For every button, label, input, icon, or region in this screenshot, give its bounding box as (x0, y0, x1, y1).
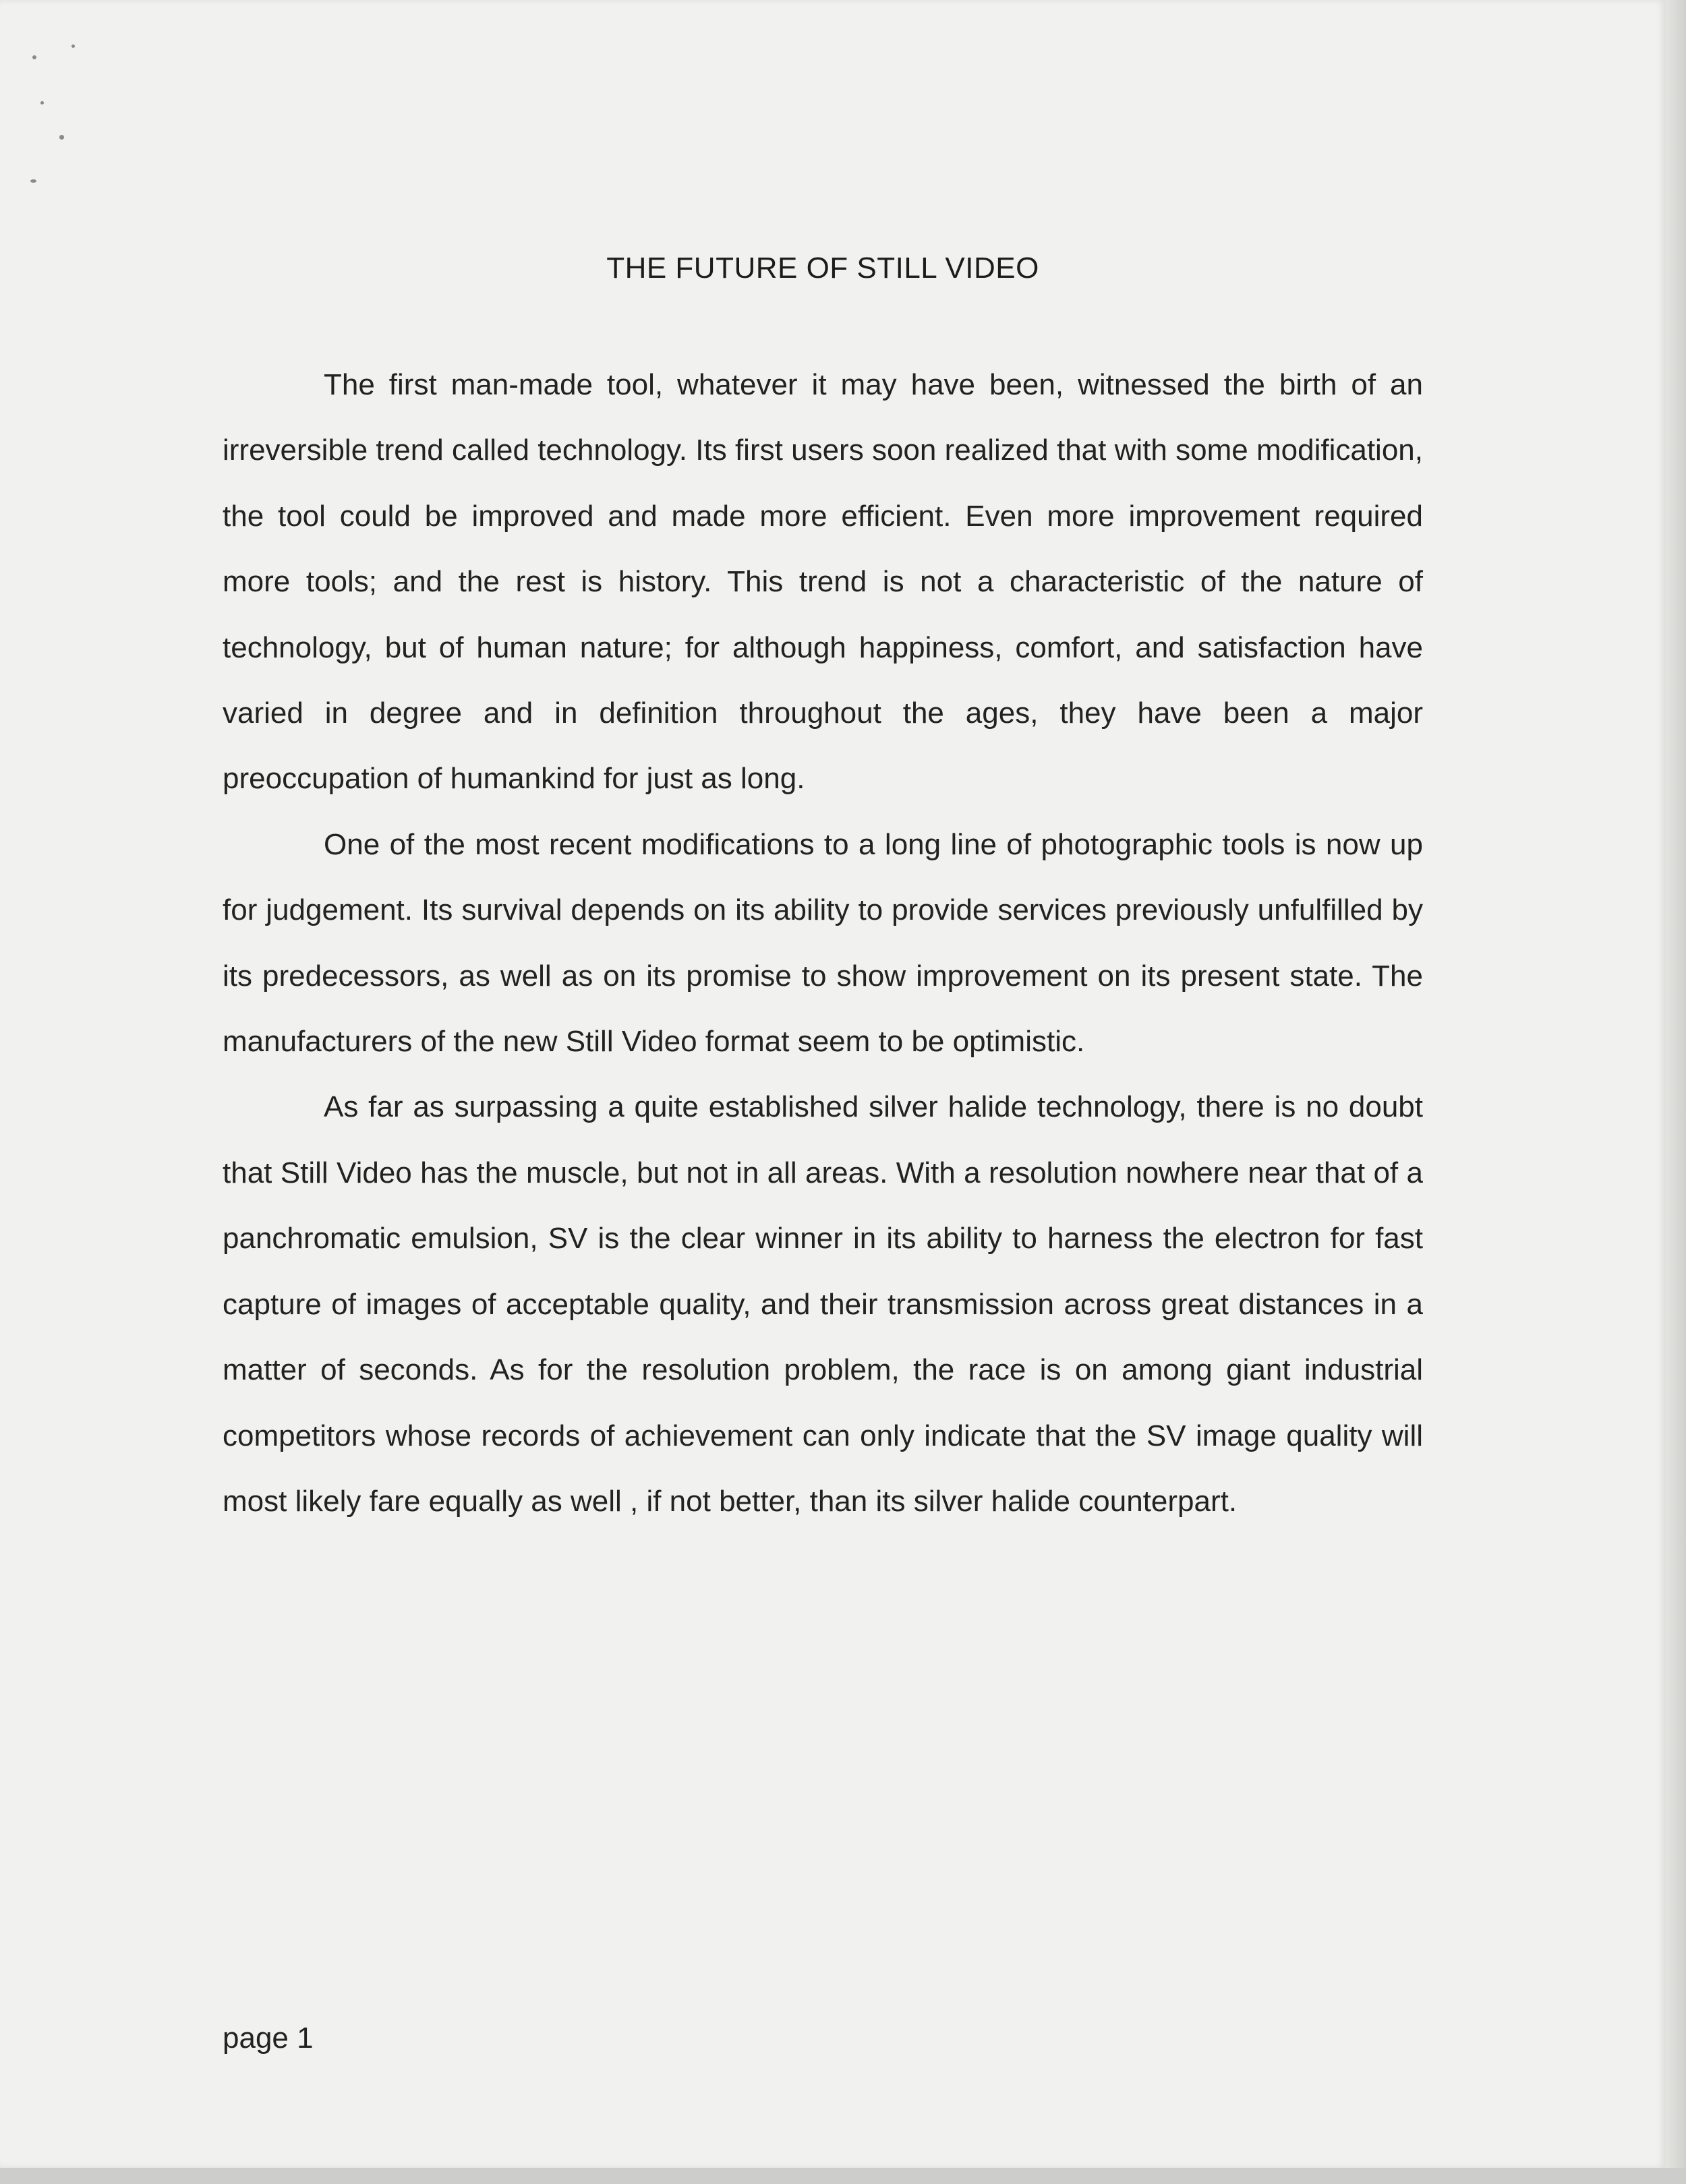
paragraph: One of the most recent modifications to a long line of photographic tools is now up for judgement. Its survival depends on its ability to provide services previously unfulfilled by its predecessors, as well as on its promise to show improvement on its present state. The manufacturers of the new Still Video format seem to be optimistic. (223, 827, 1423, 1059)
page-title: THE FUTURE OF STILL VIDEO (606, 252, 1039, 285)
paragraph: The first man-made tool, whatever it may have been, witnessed the birth of an irreversible trend called technology. Its first users soon realized that with some modification, the tool could be improved and made more efficient. Even more improvement required more tools; and the rest is history. This trend is not a characteristic of the nature of technology, but of human nature; for although happiness, comfort, and satisfaction have varied in degree and in definition throughout the ages, they have been a major preoccupation of humankind for just as long. (223, 368, 1423, 796)
document-body (223, 352, 1423, 1534)
paper-edge-bottom (0, 2168, 1686, 2184)
punch-mark (59, 135, 64, 140)
paragraph: As far as surpassing a quite established silver halide technology, there is no doubt that Still Video has the muscle, but not in all areas. With a resolution nowhere near that of a panchromatic emulsion, SV is the clear winner in its ability to harness the electron for fast capture of images of acceptable quality, and their transmission across great distances in a matter of seconds. As for the resolution problem, the race is on among giant industrial competitors whose records of achievement can only indicate that the SV image quality will most likely fare equally as well , if not better, than its silver halide counterpart. (223, 1090, 1423, 1518)
punch-mark (71, 45, 75, 48)
punch-mark (32, 55, 36, 59)
punch-mark (40, 101, 44, 105)
paper-edge-right (1666, 0, 1686, 2184)
page-number: page 1 (223, 2021, 314, 2055)
punch-mark (30, 179, 36, 183)
